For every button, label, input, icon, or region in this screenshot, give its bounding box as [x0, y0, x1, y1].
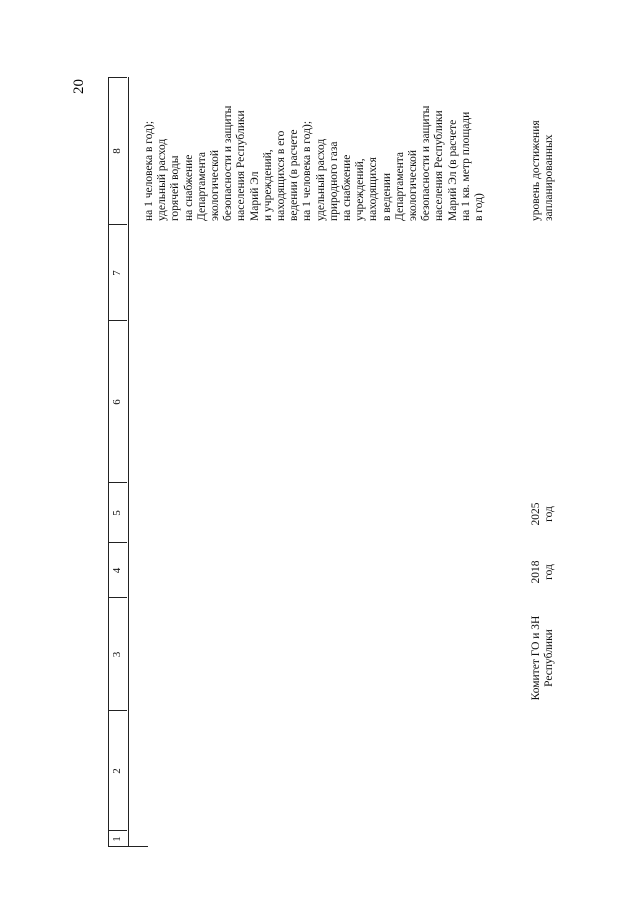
- text-line: удельный расход: [156, 138, 169, 221]
- column-divider: [108, 846, 148, 847]
- text-line: экологической: [407, 149, 420, 221]
- text-line: 2025: [530, 502, 542, 526]
- text-line: и учреждений,: [261, 149, 274, 221]
- text-line: находящихся в его: [275, 130, 288, 221]
- text-line: удельный расход: [314, 138, 327, 221]
- text-line: горячей воды: [169, 155, 182, 221]
- col-header-4: 4: [111, 567, 123, 574]
- column-divider: [108, 710, 127, 711]
- text-line: экологической: [209, 149, 222, 221]
- text-line: на 1 кв. метр площади: [459, 111, 472, 221]
- column-divider: [108, 482, 127, 483]
- text-line: Республики: [543, 629, 555, 687]
- table-header-row: [108, 77, 129, 847]
- text-line: 2018: [530, 560, 542, 584]
- text-line: Комитет ГО и ЗН: [530, 615, 542, 701]
- text-line: на 1 человека в год);: [143, 120, 155, 221]
- text-line: населения Республики: [433, 110, 446, 221]
- text-line: на 1 человека в год);: [301, 120, 314, 221]
- col8-second-row-text: [530, 81, 556, 221]
- text-line: на снабжение: [182, 154, 195, 221]
- responsible-executor: [530, 609, 556, 707]
- col-header-5: 5: [111, 510, 123, 516]
- text-line: Департамента: [195, 151, 208, 221]
- text-line: уровень достижения: [530, 120, 542, 221]
- end-year: [530, 493, 556, 535]
- column-divider: [108, 597, 127, 598]
- text-line: населения Республики: [235, 110, 248, 221]
- text-line: Марий Эл (в расчете: [446, 119, 459, 221]
- text-line: Марий Эл: [248, 171, 261, 221]
- col-header-3: 3: [111, 651, 123, 658]
- text-line: на снабжение: [341, 154, 354, 221]
- text-line: год: [543, 564, 555, 580]
- start-year: [530, 551, 556, 593]
- column-divider: [108, 224, 127, 225]
- column-divider: [108, 542, 127, 543]
- column-divider: [108, 77, 127, 78]
- col-header-7: 7: [111, 270, 123, 276]
- page-number: 20: [71, 79, 87, 94]
- text-line: запланированных: [543, 134, 555, 221]
- text-line: в год): [473, 193, 486, 221]
- text-line: ведении (в расчете: [288, 129, 301, 221]
- rotated-table: [108, 77, 603, 847]
- text-line: Департамента: [393, 151, 406, 221]
- col-header-2: 2: [111, 768, 123, 774]
- col8-text-block: [143, 81, 486, 221]
- col-header-8: 8: [111, 148, 123, 154]
- text-line: безопасности и защиты: [420, 105, 433, 221]
- text-line: учреждений,: [354, 158, 367, 221]
- text-line: в ведении: [380, 172, 393, 221]
- text-line: находящихся: [367, 157, 380, 221]
- text-line: природного газа: [327, 141, 340, 221]
- column-divider: [108, 830, 127, 831]
- column-divider: [108, 320, 127, 321]
- text-line: безопасности и защиты: [222, 105, 235, 221]
- text-line: год: [543, 506, 555, 522]
- col-header-6: 6: [111, 399, 123, 405]
- col-header-1: 1: [111, 836, 123, 842]
